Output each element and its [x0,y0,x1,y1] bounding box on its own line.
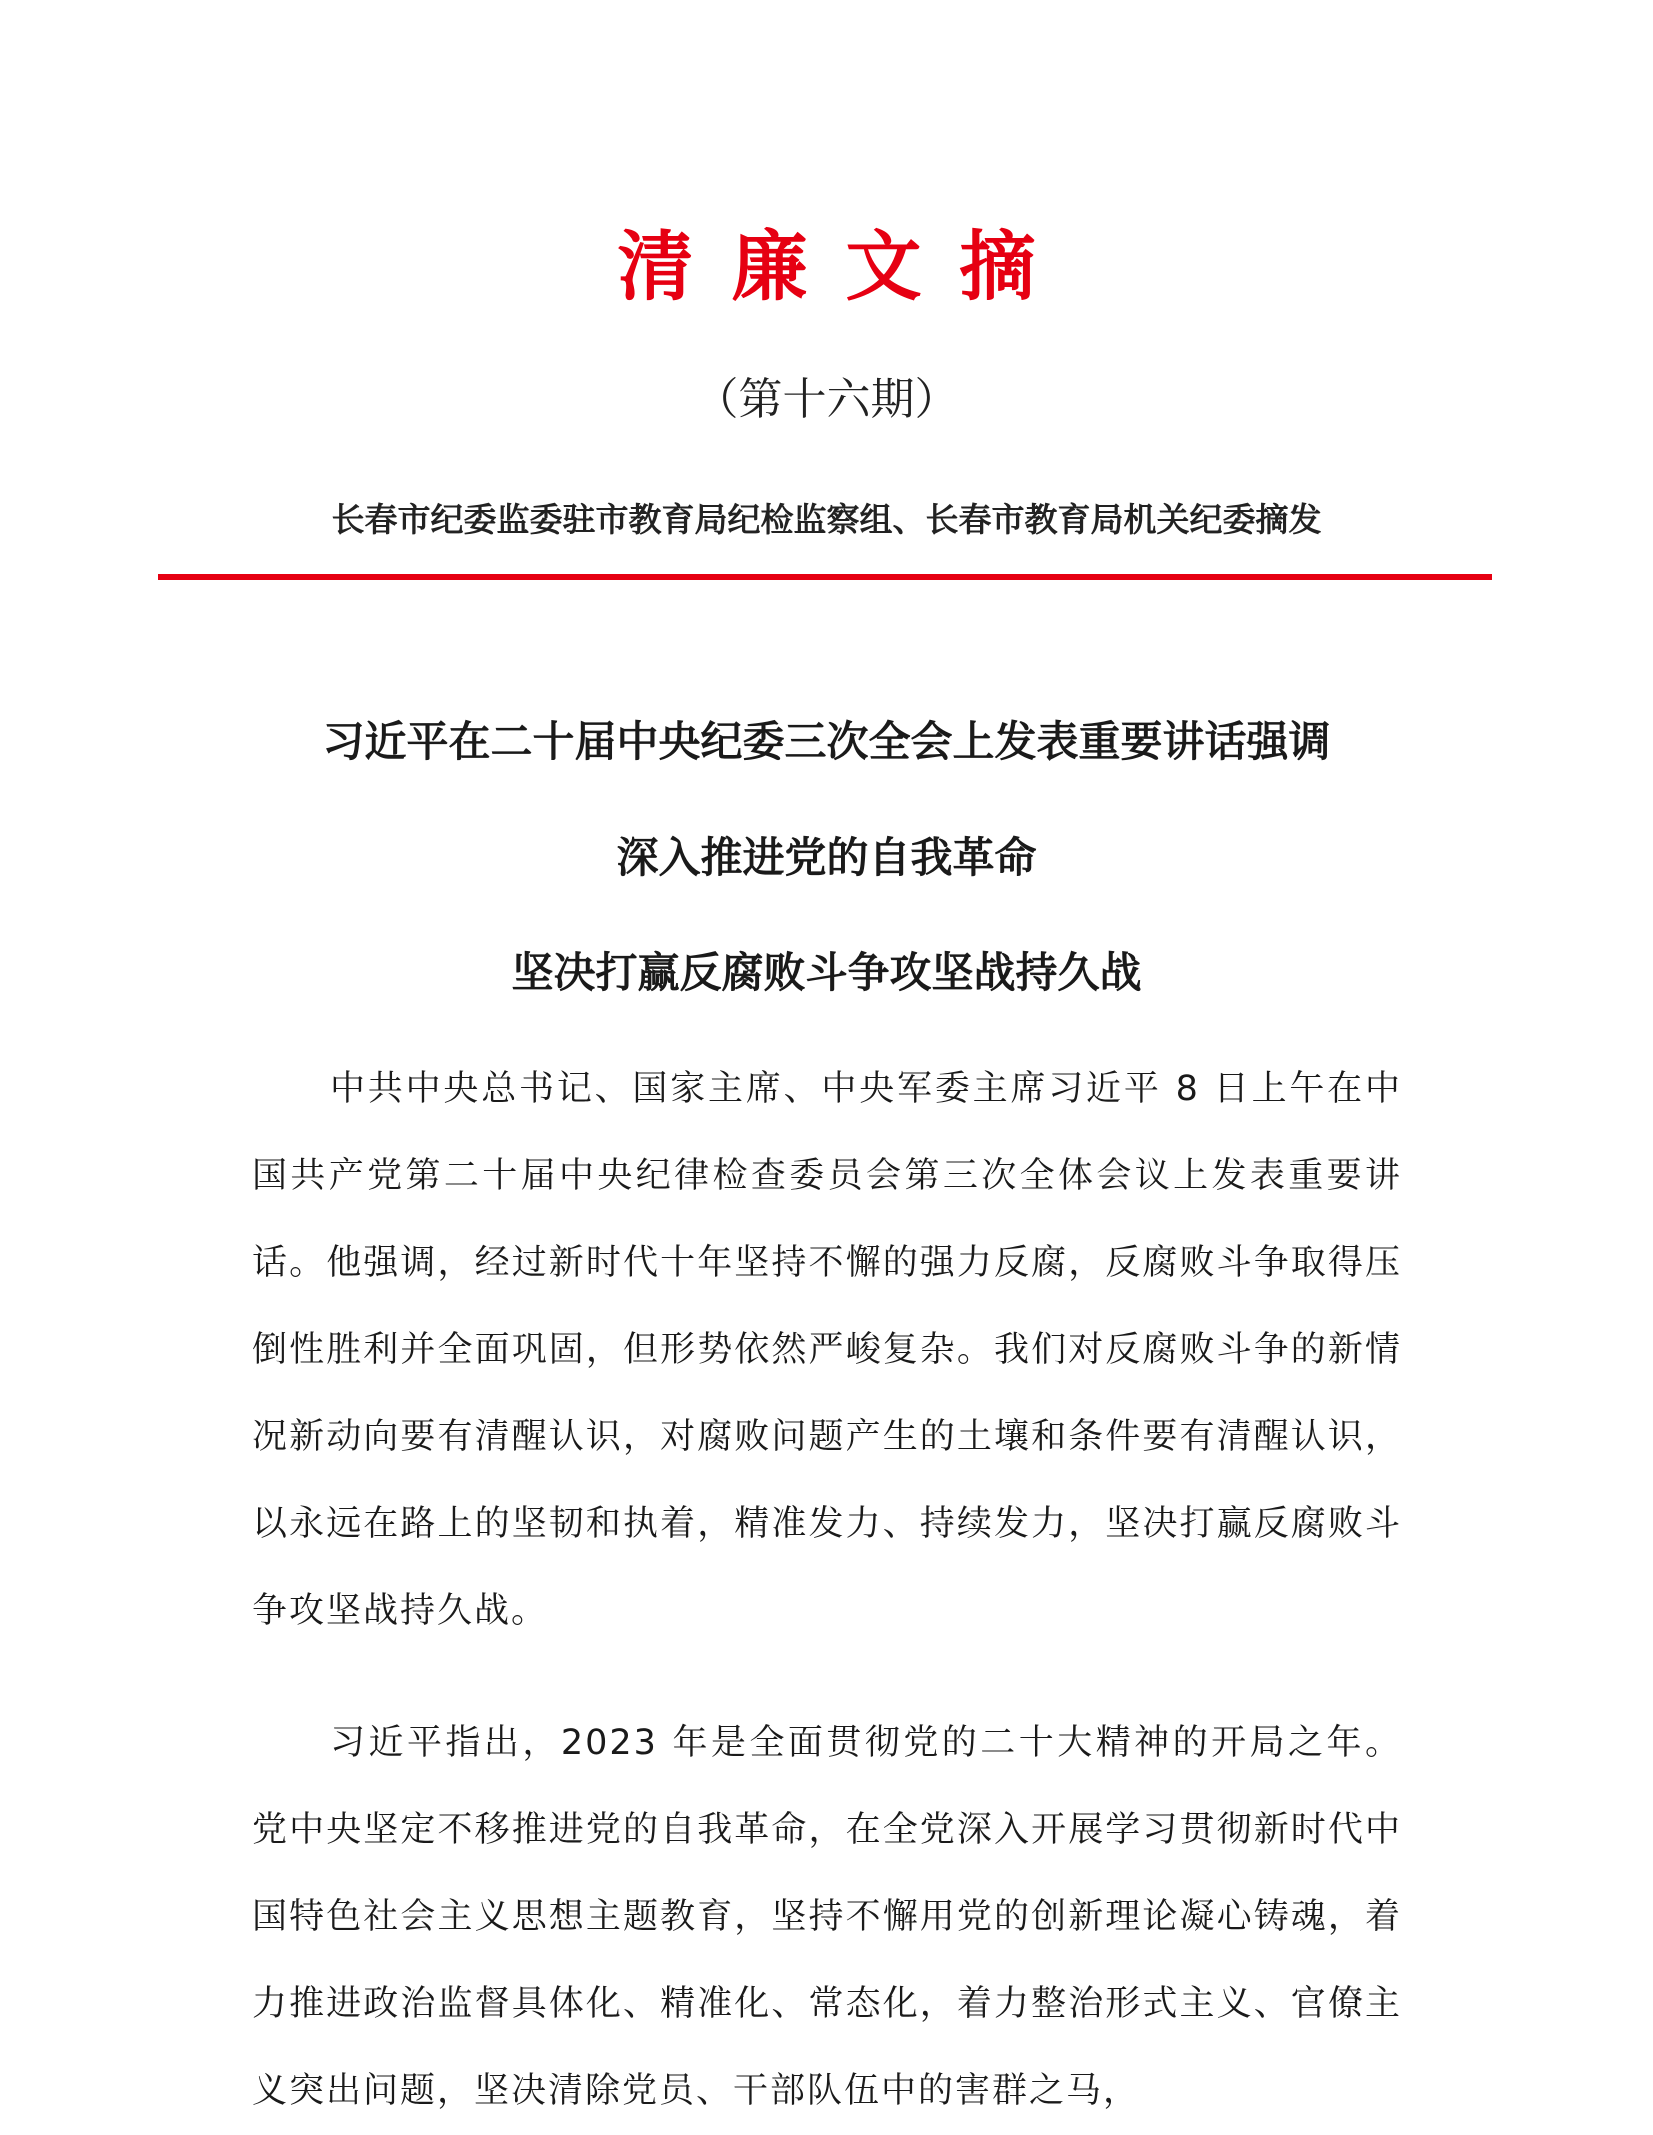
red-divider [158,574,1492,580]
body-paragraph-2: 习近平指出，2023 年是全面贯彻党的二十大精神的开局之年。党中央坚定不移推进党的自我革命，在全党深入开展学习贯彻新时代中国特色社会主义思想主题教育，坚持不懈用党的创新理论凝心铸魂，着力推进政治监督具体化、精准化、常态化，着力整治形式主义、官僚主义突出问题，坚决清除党员、干部队伍中的害群之马， [252,1723,1402,2111]
masthead-title: 清廉文摘 [617,222,1074,311]
body-paragraph-1: 中共中央总书记、国家主席、中央军委主席习近平 8 日上午在中国共产党第二十届中央纪律检查委员会第三次全体会议上发表重要讲话。他强调，经过新时代十年坚持不懈的强力反腐，反腐败斗争取得压倒性胜利并全面巩固，但形势依然严峻复杂。我们对反腐败斗争的新情况新动向要有清醒认识，对腐败问题产生的土壤和条件要有清醒认识，以永远在路上的坚韧和执着，精准发力、持续发力，坚决打赢反腐败斗争攻坚战持久战。 [252,1069,1402,1631]
headline-line-2: 深入推进党的自我革命 [616,833,1037,882]
issue-number: （第十六期） [694,374,959,425]
publisher-line: 长春市纪委监委驻市教育局纪检监察组、长春市教育局机关纪委摘发 [331,500,1322,539]
headline-line-3: 坚决打赢反腐败斗争攻坚战持久战 [511,948,1142,997]
headline-line-1: 习近平在二十届中央纪委三次全会上发表重要讲话强调 [322,717,1331,766]
